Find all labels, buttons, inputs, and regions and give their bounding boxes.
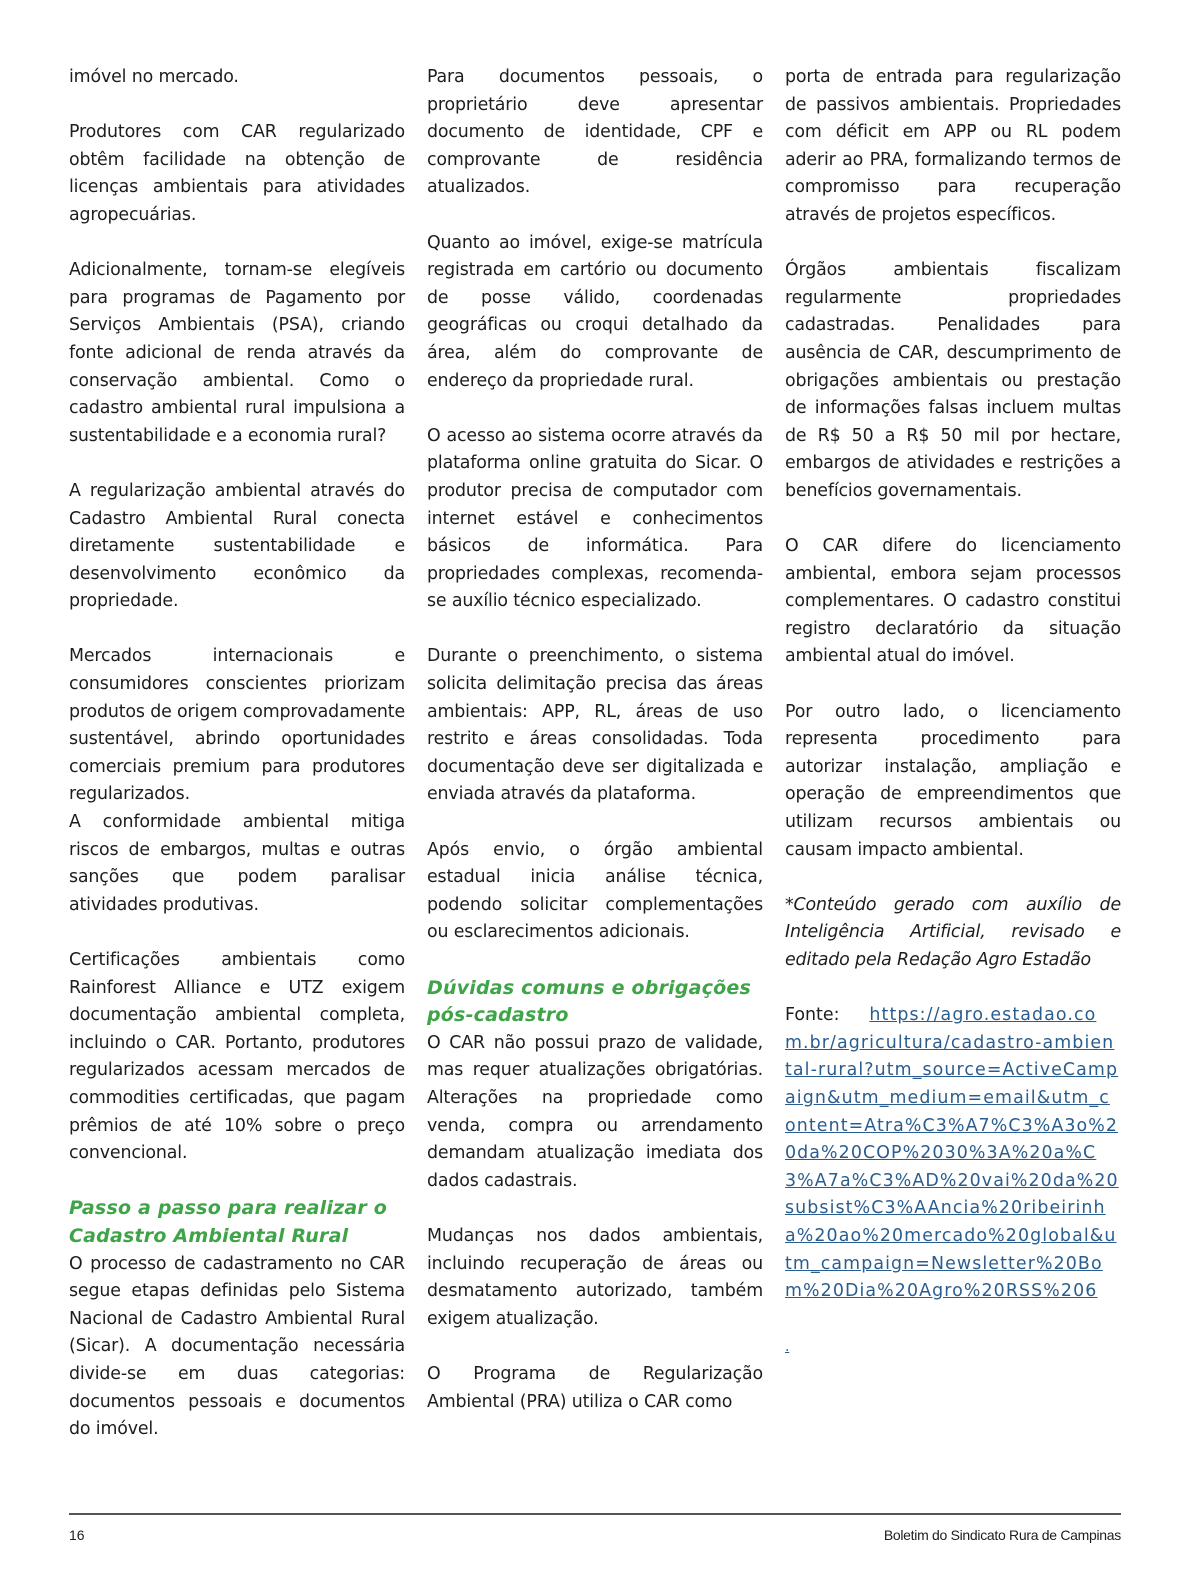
paragraph: O Programa de Regularização Ambiental (PRA) utiliza o CAR como — [427, 1363, 763, 1412]
footer-divider — [69, 1513, 1121, 1515]
paragraph: O CAR difere do licenciamento ambiental, embora sejam processos complementares. O cadastro constitui registro declaratório da situação ambiental atual do imóvel. — [785, 536, 1121, 667]
ai-disclaimer-note: *Conteúdo gerado com auxílio de Inteligência Artificial, revisado e editado pela Redação Agro Estadão — [785, 894, 1121, 970]
page-number: 16 — [69, 1527, 85, 1543]
column-2 — [427, 64, 763, 1444]
paragraph: A regularização ambiental através do Cadastro Ambiental Rural conecta diretamente sustentabilidade e desenvolvimento econômico da propriedade. — [69, 480, 405, 612]
trailing-link-dot[interactable]: . — [785, 1339, 790, 1356]
paragraph: O CAR não possui prazo de validade, mas requer atualizações obrigatórias. Alterações na propriedade como venda, compra ou arrendamento demandam atualização imediata dos dados cadastrais. — [427, 1032, 763, 1191]
source-citation — [785, 1002, 1121, 1306]
section-heading-duvidas-comuns: Dúvidas comuns e obrigações pós-cadastro — [427, 976, 752, 1027]
paragraph: A conformidade ambiental mitiga riscos de embargos, multas e outras sanções que podem paralisar atividades produtivas. — [69, 812, 405, 915]
paragraph: Após envio, o órgão ambiental estadual inicia análise técnica, podendo solicitar complementações ou esclarecimentos adicionais. — [427, 839, 763, 943]
paragraph: Certificações ambientais como Rainforest Alliance e UTZ exigem documentação ambiental completa, incluindo o CAR. Portanto, produtores regularizados acessam mercados de commodities certificadas, que pagam prêmios de até 10% sobre o preço convencional. — [69, 950, 405, 1164]
paragraph: Produtores com CAR regularizado obtêm facilidade na obtenção de licenças ambientais para atividades agropecuárias. — [69, 122, 405, 225]
paragraph: Mercados internacionais e consumidores conscientes priorizam produtos de origem comprovadamente sustentável, abrindo oportunidades comerciais premium para produtores regularizados. — [69, 646, 405, 805]
paragraph: Quanto ao imóvel, exige-se matrícula registrada em cartório ou documento de posse válido, coordenadas geográficas ou croqui detalhado da área, além do comprovante de endereço da propriedade rural. — [427, 232, 763, 391]
source-label: Fonte: — [785, 1005, 840, 1026]
column-3 — [785, 64, 1121, 1390]
section-heading-passo-a-passo: Passo a passo para realizar o Cadastro Ambiental Rural — [69, 1197, 388, 1247]
paragraph: Por outro lado, o licenciamento representa procedimento para autorizar instalação, ampliação e operação de empreendimentos que utilizam recursos ambientais ou causam impacto ambiental. — [785, 701, 1121, 860]
paragraph: porta de entrada para regularização de passivos ambientais. Propriedades com déficit em APP ou RL podem aderir ao PRA, formalizando termos de compromisso para recuperação através de projetos específicos. — [785, 67, 1121, 225]
paragraph: Durante o preenchimento, o sistema solicita delimitação precisa das áreas ambientais: APP, RL, áreas de uso restrito e áreas consolidadas. Toda documentação deve ser digitalizada e enviada através da plataforma. — [427, 646, 763, 805]
paragraph: Órgãos ambientais fiscalizam regularmente propriedades cadastradas. Penalidades para ausência de CAR, descumprimento de obrigações ambientais ou prestação de informações falsas incluem multas de R$ 50 a R$ 50 mil por hectare, embargos de atividades e restrições a benefícios governamentais. — [785, 260, 1121, 501]
paragraph: O acesso ao sistema ocorre através da plataforma online gratuita do Sicar. O produtor precisa de computador com internet estável e conhecimentos básicos de informática. Para propriedades complexas, recomenda-se auxílio técnico especializado. — [427, 425, 763, 612]
paragraph: imóvel no mercado. — [69, 67, 239, 87]
paragraph: Mudanças nos dados ambientais, incluindo recuperação de áreas ou desmatamento autorizado, também exigem atualização. — [427, 1225, 763, 1329]
column-1 — [69, 64, 405, 1471]
source-link[interactable]: https://agro.estadao.com.br/agricultura/cadastro-ambiental-rural?utm_source=ActiveCampaign&utm_medium=email&utm_content=Atra%C3%A7%C3%A3o%20da%20COP%2030%3A%20a%C3%A7a%C3%AD%20vai%20da%20subsist%C3%AAncia%20ribeirinha%20ao%20mercado%20global&utm_campaign=Newsletter%20Bom%20Dia%20Agro%20RSS%206 — [785, 1005, 1119, 1302]
paragraph: Para documentos pessoais, o proprietário deve apresentar documento de identidade, CPF e comprovante de residência atualizados. — [427, 67, 763, 198]
paragraph: O processo de cadastramento no CAR segue etapas definidas pelo Sistema Nacional de Cadastro Ambiental Rural (Sicar). A documentação necessária divide-se em duas categorias: documentos pessoais e documentos do imóvel. — [69, 1253, 405, 1440]
paragraph: Adicionalmente, tornam-se elegíveis para programas de Pagamento por Serviços Ambientais (PSA), criando fonte adicional de renda através da conservação ambiental. Como o cadastro ambiental rural impulsiona a sustentabilidade e a economia rural? — [69, 260, 405, 446]
trailing-mark — [785, 1333, 1121, 1362]
publication-name: Boletim do Sindicato Rura de Campinas — [883, 1527, 1121, 1543]
